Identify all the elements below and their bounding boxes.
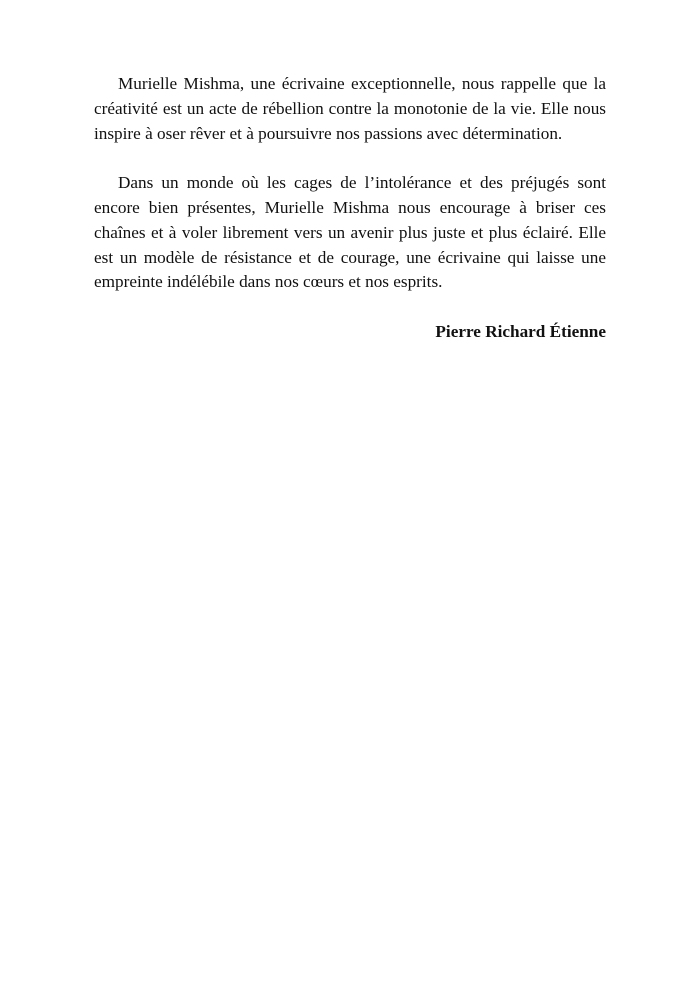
- author-signature: Pierre Richard Étienne: [435, 321, 606, 341]
- paragraph-1: Murielle Mishma, une écrivaine exceptionnelle, nous rappelle que la créativité est un acte de rébellion contre la monotonie de la vie. Elle nous inspire à oser rêver et à poursuivre nos passions avec détermination.: [94, 74, 606, 143]
- document-page: [94, 72, 606, 345]
- paragraph-2: Dans un monde où les cages de l’intolérance et des préjugés sont encore bien présentes, Murielle Mishma nous encourage à briser ces chaînes et à voler librement vers un avenir plus juste et plus éclairé. Elle est un modèle de résistance et de courage, une écrivaine qui laisse une empreinte indélébile dans nos cœurs et nos esprits.: [94, 173, 606, 292]
